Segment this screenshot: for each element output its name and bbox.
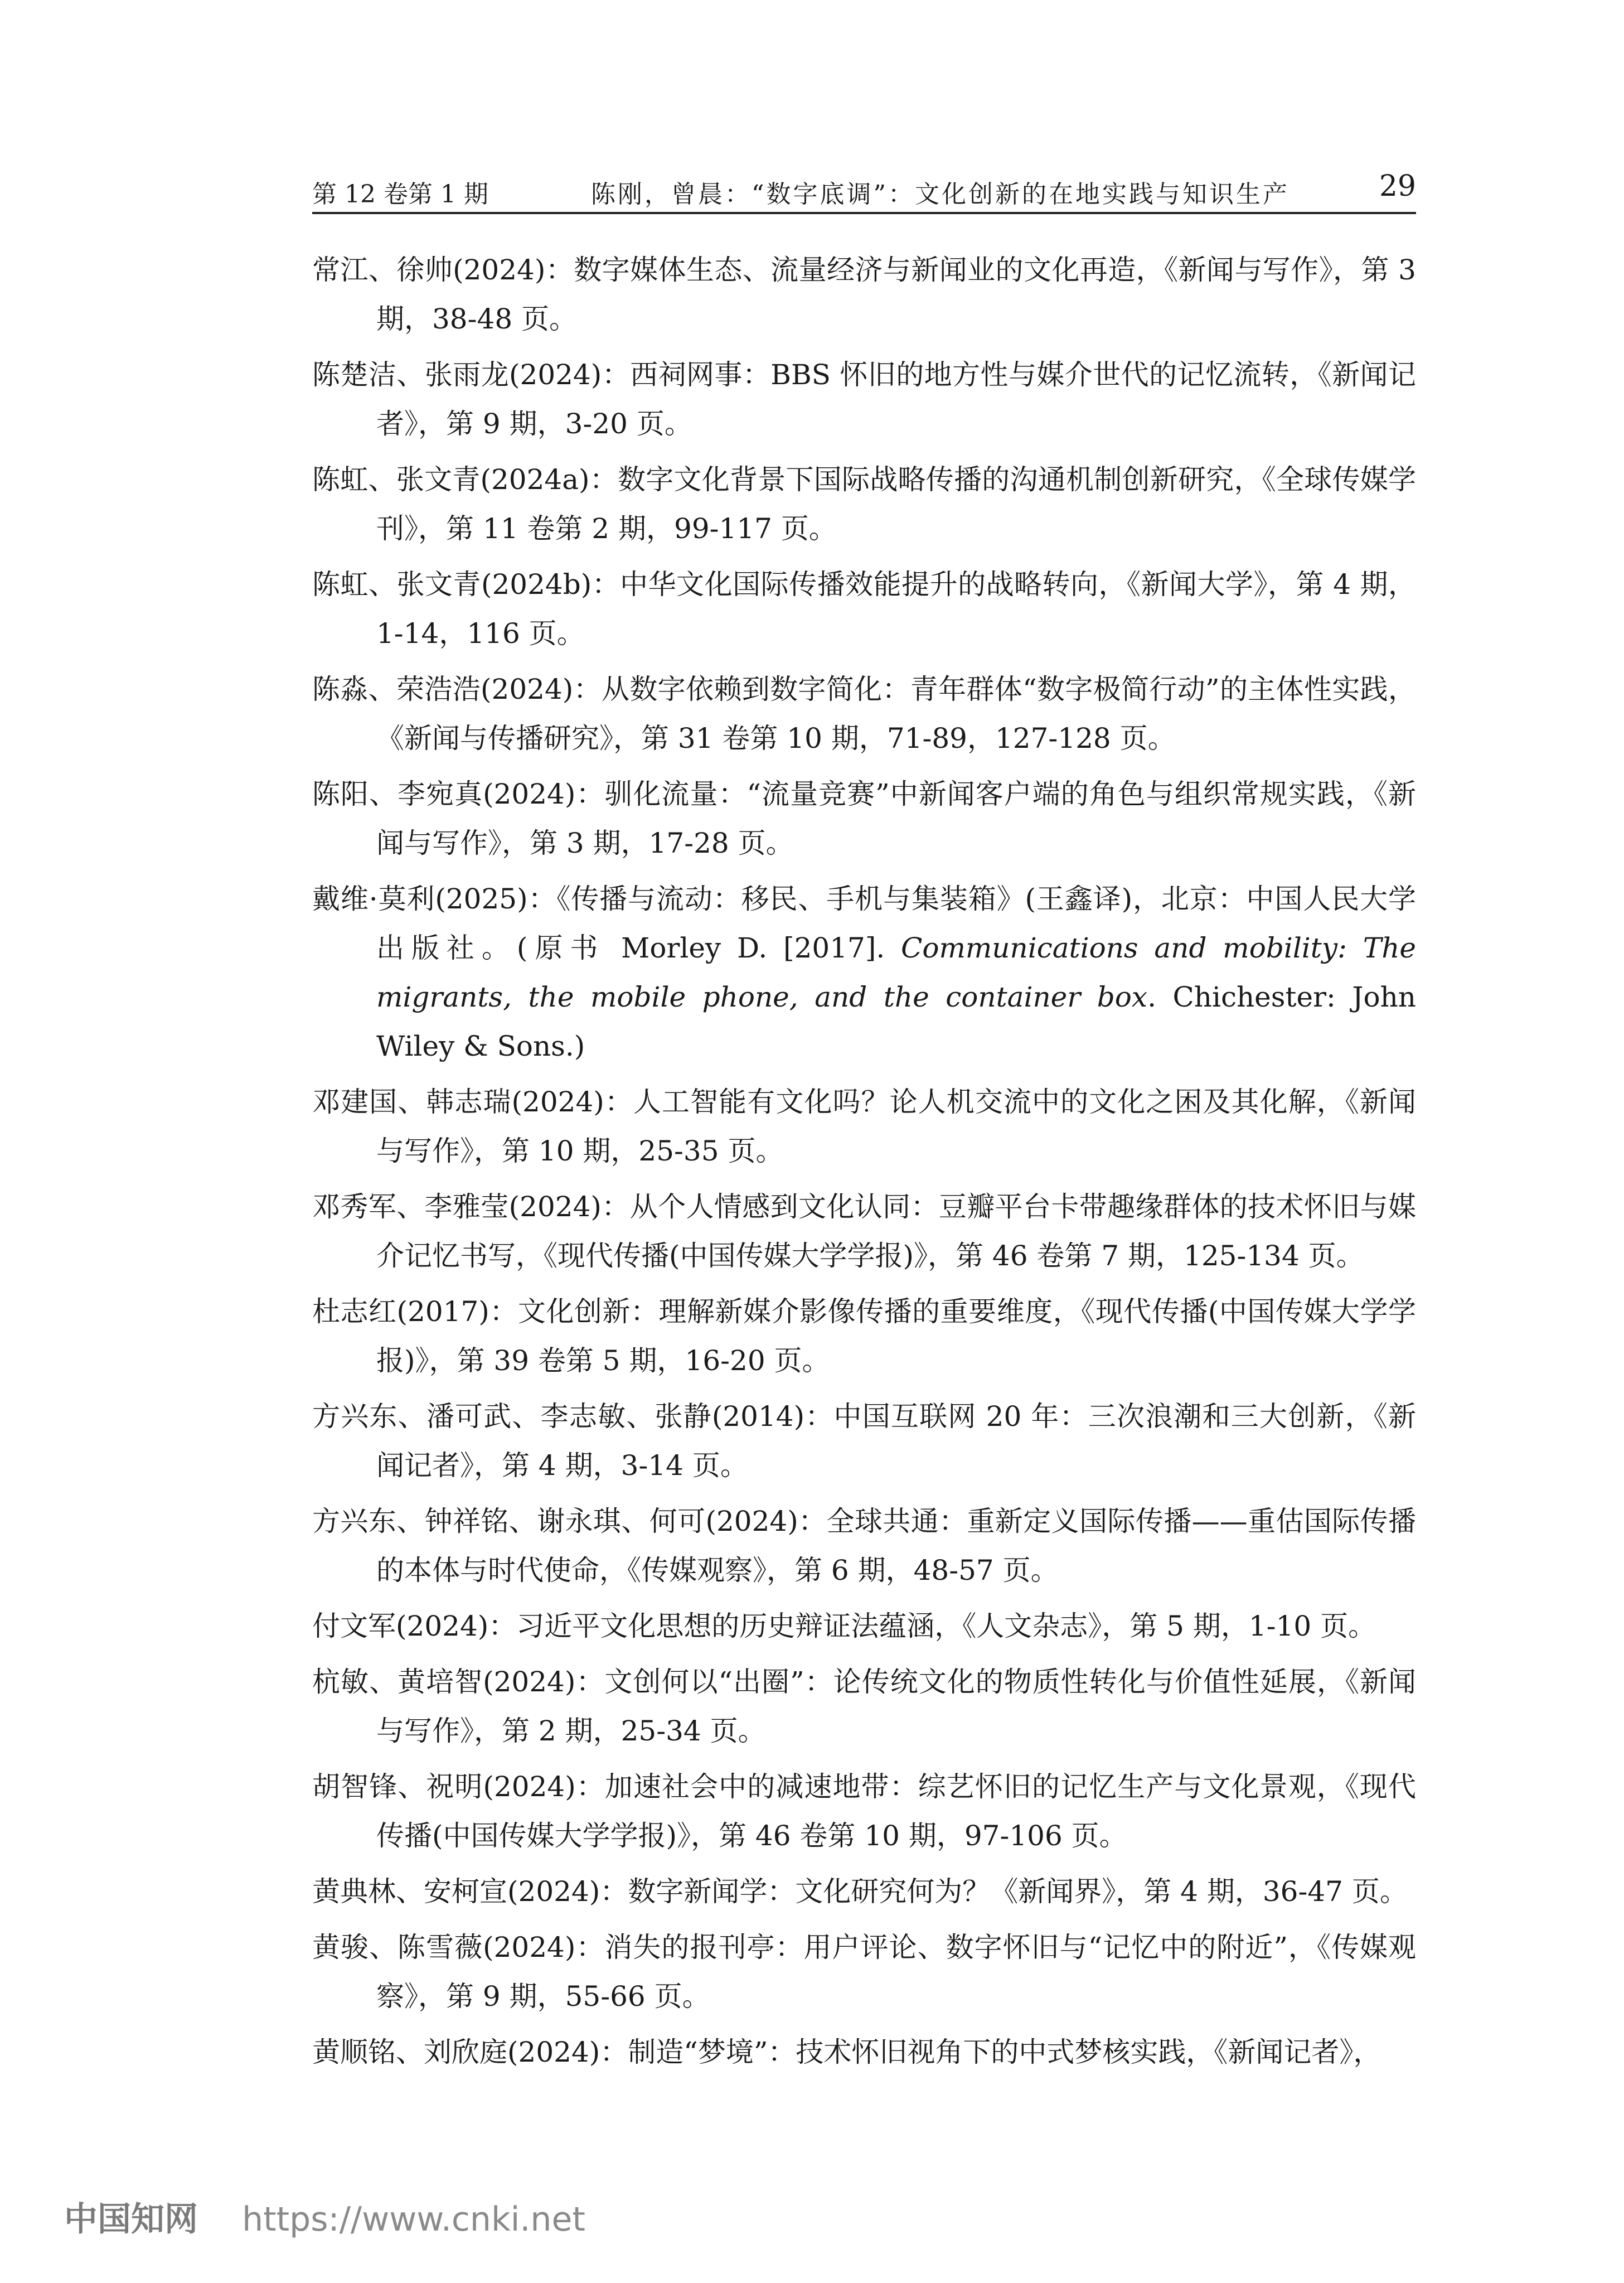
reference-text: 邓秀军、李雅莹(2024)：从个人情感到文化认同：豆瓣平台卡带趣缘群体的技术怀旧与媒介记忆书写，《现代传播(中国传媒大学学报)》，第 46 卷第 7 期，125-134 页。	[312, 1191, 1416, 1272]
journal-issue: 第 12 卷第 1 期	[312, 180, 488, 209]
page-number: 29	[1379, 170, 1416, 203]
watermark-footer	[64, 2193, 585, 2241]
reference-text: 黄骏、陈雪薇(2024)：消失的报刊亭：用户评论、数字怀旧与“记忆中的附近”，《传媒观察》，第 9 期，55-66 页。	[312, 1931, 1416, 2013]
reference-entry	[312, 245, 1425, 344]
reference-text: 胡智锋、祝明(2024)：加速社会中的减速地带：综艺怀旧的记忆生产与文化景观，《现代传播(中国传媒大学学报)》，第 46 卷第 10 期，97-106 页。	[312, 1771, 1416, 1852]
reference-text: 陈淼、荣浩浩(2024)：从数字依赖到数字简化：青年群体“数字极简行动”的主体性实践，《新闻与传播研究》，第 31 卷第 10 期，71-89，127-128 页。	[312, 673, 1416, 754]
reference-text: 杜志红(2017)：文化创新：理解新媒介影像传播的重要维度，《现代传播(中国传媒大学学报)》，第 39 卷第 5 期，16-20 页。	[312, 1295, 1416, 1377]
reference-text: 付文军(2024)：习近平文化思想的历史辩证法蕴涵，《人文杂志》，第 5 期，1-10 页。	[312, 1610, 1376, 1642]
reference-text: 杭敏、黄培智(2024)：文创何以“出圈”：论传统文化的物质性转化与价值性延展，《新闻与写作》，第 2 期，25-34 页。	[312, 1666, 1416, 1747]
reference-text: 邓建国、韩志瑞(2024)：人工智能有文化吗？论人机交流中的文化之困及其化解，《新闻与写作》，第 10 期，25-35 页。	[312, 1086, 1416, 1167]
reference-entry	[312, 770, 1416, 868]
reference-entry	[312, 874, 1425, 1071]
reference-entry	[312, 350, 1416, 448]
reference-text: 方兴东、潘可武、李志敏、张静(2014)：中国互联网 20 年：三次浪潮和三大创新，《新闻记者》，第 4 期，3-14 页。	[312, 1400, 1416, 1482]
reference-text: Communications and mobility: The migrants, the mobile phone, and the container box	[376, 932, 1425, 1013]
reference-text: 陈阳、李宛真(2024)：驯化流量：“流量竞赛”中新闻客户端的角色与组织常规实践，《新闻与写作》，第 3 期，17-28 页。	[312, 778, 1416, 859]
reference-entry	[312, 1392, 1416, 1490]
reference-entry	[312, 1182, 1416, 1280]
reference-text: 陈楚洁、张雨龙(2024)：西祠网事：BBS 怀旧的地方性与媒介世代的记忆流转，《新闻记者》，第 9 期，3-20 页。	[312, 359, 1416, 440]
reference-entry	[312, 455, 1416, 553]
reference-entry	[312, 1497, 1416, 1595]
reference-entry	[312, 560, 1416, 658]
reference-list	[312, 245, 1425, 2083]
reference-text: 常江、徐帅(2024)：数字媒体生态、流量经济与新闻业的文化再造，《新闻与写作》，第 3 期，38-48 页。	[312, 254, 1425, 335]
reference-entry	[312, 2028, 1416, 2077]
reference-entry	[312, 1762, 1416, 1860]
reference-entry	[312, 1602, 1416, 1651]
reference-entry	[312, 1657, 1416, 1755]
running-header	[312, 167, 1416, 214]
reference-text: 陈虹、张文青(2024a)：数字文化背景下国际战略传播的沟通机制创新研究，《全球传媒学刊》，第 11 卷第 2 期，99-117 页。	[312, 463, 1416, 545]
reference-text: 黄典林、安柯宣(2024)：数字新闻学：文化研究何为？《新闻界》，第 4 期，36-47 页。	[312, 1875, 1408, 1908]
reference-text: . Chichester: John Wiley & Sons.)	[376, 981, 1425, 1062]
reference-text: 方兴东、钟祥铭、谢永琪、何可(2024)：全球共通：重新定义国际传播——重估国际传播的本体与时代使命，《传媒观察》，第 6 期，48-57 页。	[312, 1505, 1416, 1587]
reference-text: 黄顺铭、刘欣庭(2024)：制造“梦境”：技术怀旧视角下的中式梦核实践，《新闻记者》，	[312, 2036, 1381, 2068]
reference-entry	[312, 1287, 1416, 1385]
reference-entry	[312, 1923, 1416, 2021]
cnki-url: https://www.cnki.net	[242, 2200, 585, 2239]
cnki-logo: 中国知网	[64, 2200, 198, 2239]
reference-entry	[312, 1077, 1416, 1176]
reference-entry	[312, 1867, 1416, 1916]
reference-text: 戴维·莫利(2025)：《传播与流动：移民、手机与集装箱》(王鑫译)，北京：中国人民大学出版社。(原书 Morley D. [2017].	[312, 883, 1416, 964]
reference-entry	[312, 665, 1416, 763]
reference-text: 陈虹、张文青(2024b)：中华文化国际传播效能提升的战略转向，《新闻大学》，第 4 期，1-14，116 页。	[312, 568, 1416, 650]
article-running-title: 陈刚，曾晨：“数字底调”：文化创新的在地实践与知识生产	[591, 180, 1289, 209]
